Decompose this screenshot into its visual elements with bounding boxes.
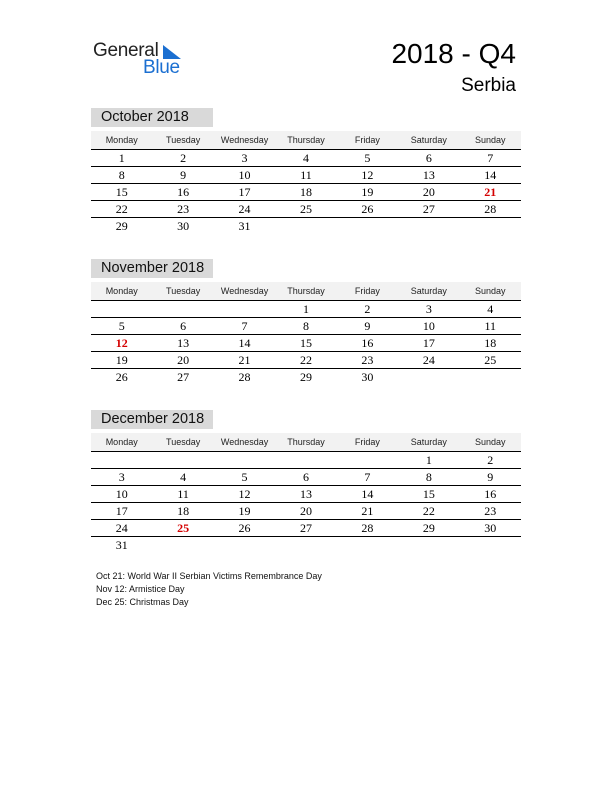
day-cell: 30 — [484, 521, 497, 535]
day-cell — [398, 218, 459, 234]
weekday-label: Tuesday — [166, 437, 201, 447]
day-cell: 31 — [238, 219, 251, 233]
day-cell: 18 — [484, 336, 497, 350]
day-cell: 23 — [361, 353, 374, 367]
weekday-header — [91, 433, 521, 452]
day-cell: 30 — [177, 219, 190, 233]
day-cell: 12 — [361, 168, 374, 182]
day-cell: 22 — [422, 504, 435, 518]
day-cell — [398, 369, 459, 385]
day-cell: 21 — [361, 504, 374, 518]
day-cell: 9 — [487, 470, 494, 484]
weekday-label: Saturday — [410, 135, 447, 145]
weekday-label: Wednesday — [220, 135, 269, 145]
day-cell: 2 — [364, 302, 371, 316]
day-cell — [337, 537, 398, 553]
day-cell — [214, 452, 275, 468]
weekday-label: Monday — [105, 437, 138, 447]
day-cell: 4 — [180, 470, 187, 484]
day-cell: 21 — [484, 185, 497, 199]
week-row — [91, 537, 521, 553]
day-cell: 21 — [238, 353, 251, 367]
day-cell — [214, 301, 275, 317]
day-cell — [460, 369, 521, 385]
day-cell: 29 — [299, 370, 312, 384]
day-cell: 10 — [238, 168, 251, 182]
day-cell: 7 — [364, 470, 371, 484]
day-cell: 20 — [299, 504, 312, 518]
day-cell: 7 — [487, 151, 494, 165]
month-calendar — [91, 259, 521, 385]
day-cell — [152, 452, 213, 468]
day-cell — [91, 452, 152, 468]
day-cell — [337, 218, 398, 234]
day-cell: 24 — [238, 202, 251, 216]
week-row — [91, 318, 521, 335]
logo-text-blue: Blue — [143, 57, 180, 78]
day-cell: 14 — [238, 336, 251, 350]
weekday-label: Friday — [354, 437, 380, 447]
week-row — [91, 503, 521, 520]
day-cell: 26 — [361, 202, 374, 216]
day-cell: 1 — [302, 302, 309, 316]
day-cell: 1 — [425, 453, 432, 467]
day-cell: 27 — [177, 370, 190, 384]
weekday-label: Tuesday — [166, 135, 201, 145]
day-cell: 19 — [361, 185, 374, 199]
weekday-label: Friday — [354, 135, 380, 145]
day-cell: 18 — [299, 185, 312, 199]
week-row — [91, 352, 521, 369]
day-cell: 7 — [241, 319, 248, 333]
day-cell: 20 — [422, 185, 435, 199]
day-cell: 17 — [422, 336, 435, 350]
weekday-label: Thursday — [287, 286, 325, 296]
month-label: December 2018 — [91, 410, 213, 429]
day-cell — [460, 537, 521, 553]
week-row — [91, 486, 521, 503]
week-row — [91, 520, 521, 537]
day-cell: 23 — [177, 202, 190, 216]
day-cell: 27 — [422, 202, 435, 216]
day-cell — [275, 218, 336, 234]
day-cell: 10 — [422, 319, 435, 333]
weekday-label: Wednesday — [220, 437, 269, 447]
day-cell: 16 — [361, 336, 374, 350]
weekday-header — [91, 131, 521, 150]
day-cell: 25 — [484, 353, 497, 367]
month-label: November 2018 — [91, 259, 213, 278]
day-cell — [214, 537, 275, 553]
day-cell: 14 — [361, 487, 374, 501]
day-cell: 8 — [425, 470, 432, 484]
day-cell: 12 — [238, 487, 251, 501]
day-cell: 9 — [180, 168, 187, 182]
weekday-label: Thursday — [287, 437, 325, 447]
day-cell: 13 — [177, 336, 190, 350]
week-row — [91, 201, 521, 218]
weekday-label: Wednesday — [220, 286, 269, 296]
day-cell: 15 — [299, 336, 312, 350]
day-cell: 16 — [177, 185, 190, 199]
day-cell: 13 — [299, 487, 312, 501]
day-cell — [275, 452, 336, 468]
day-cell: 5 — [364, 151, 371, 165]
day-cell: 2 — [180, 151, 187, 165]
day-cell — [152, 537, 213, 553]
day-cell: 31 — [115, 538, 128, 552]
page-title: 2018 - Q4 — [391, 38, 516, 69]
day-cell: 4 — [487, 302, 494, 316]
day-cell: 17 — [238, 185, 251, 199]
day-cell — [152, 301, 213, 317]
day-cell — [275, 537, 336, 553]
day-cell: 26 — [115, 370, 128, 384]
day-cell: 15 — [115, 185, 128, 199]
day-cell: 24 — [115, 521, 128, 535]
weekday-label: Sunday — [474, 135, 506, 145]
day-cell: 11 — [484, 319, 497, 333]
holiday-note: Nov 12: Armistice Day — [96, 584, 185, 594]
day-cell: 6 — [425, 151, 432, 165]
weekday-label: Monday — [105, 135, 138, 145]
day-cell: 8 — [302, 319, 309, 333]
holiday-note: Oct 21: World War II Serbian Victims Remembrance Day — [96, 571, 322, 581]
week-row — [91, 167, 521, 184]
weekday-label: Friday — [354, 286, 380, 296]
day-cell: 4 — [302, 151, 309, 165]
day-cell: 22 — [299, 353, 312, 367]
day-cell: 18 — [177, 504, 190, 518]
weekday-label: Thursday — [287, 135, 325, 145]
day-cell: 19 — [238, 504, 251, 518]
week-row — [91, 301, 521, 318]
logo-text-general: General — [93, 40, 159, 61]
day-cell: 27 — [299, 521, 312, 535]
day-cell: 28 — [484, 202, 497, 216]
day-cell: 2 — [487, 453, 494, 467]
day-cell: 5 — [241, 470, 248, 484]
day-cell: 11 — [177, 487, 189, 501]
week-row — [91, 452, 521, 469]
day-cell: 23 — [484, 504, 497, 518]
day-cell: 28 — [238, 370, 251, 384]
day-cell: 19 — [115, 353, 128, 367]
day-cell: 25 — [177, 521, 190, 535]
day-cell: 29 — [422, 521, 435, 535]
weekday-label: Sunday — [474, 437, 506, 447]
weekday-label: Sunday — [474, 286, 506, 296]
day-cell: 6 — [302, 470, 309, 484]
day-cell: 3 — [118, 470, 125, 484]
day-cell: 3 — [241, 151, 248, 165]
logo — [93, 40, 193, 80]
day-cell: 14 — [484, 168, 497, 182]
holiday-notes — [96, 570, 322, 609]
day-cell — [460, 218, 521, 234]
day-cell: 1 — [118, 151, 125, 165]
day-cell: 11 — [300, 168, 312, 182]
day-cell: 25 — [299, 202, 312, 216]
day-cell — [398, 537, 459, 553]
week-row — [91, 369, 521, 385]
day-cell: 12 — [115, 336, 128, 350]
day-cell: 16 — [484, 487, 497, 501]
day-cell: 9 — [364, 319, 371, 333]
week-row — [91, 469, 521, 486]
day-cell: 29 — [115, 219, 128, 233]
day-cell: 3 — [425, 302, 432, 316]
month-label: October 2018 — [91, 108, 213, 127]
day-cell: 22 — [115, 202, 128, 216]
day-cell — [91, 301, 152, 317]
weekday-label: Saturday — [410, 437, 447, 447]
week-row — [91, 184, 521, 201]
weekday-label: Tuesday — [166, 286, 201, 296]
week-row — [91, 150, 521, 167]
day-cell: 26 — [238, 521, 251, 535]
day-cell: 15 — [422, 487, 435, 501]
day-cell: 28 — [361, 521, 374, 535]
weekday-header — [91, 282, 521, 301]
month-calendar — [91, 410, 521, 553]
day-cell: 13 — [422, 168, 435, 182]
day-cell: 17 — [115, 504, 128, 518]
day-cell: 6 — [180, 319, 187, 333]
day-cell: 8 — [118, 168, 125, 182]
week-row — [91, 335, 521, 352]
week-row — [91, 218, 521, 234]
day-cell: 10 — [115, 487, 128, 501]
month-calendar — [91, 108, 521, 234]
country-name: Serbia — [461, 75, 516, 96]
day-cell — [337, 452, 398, 468]
holiday-note: Dec 25: Christmas Day — [96, 597, 189, 607]
day-cell: 30 — [361, 370, 374, 384]
weekday-label: Saturday — [410, 286, 447, 296]
day-cell: 5 — [118, 319, 125, 333]
day-cell: 20 — [177, 353, 190, 367]
weekday-label: Monday — [105, 286, 138, 296]
day-cell: 24 — [422, 353, 435, 367]
